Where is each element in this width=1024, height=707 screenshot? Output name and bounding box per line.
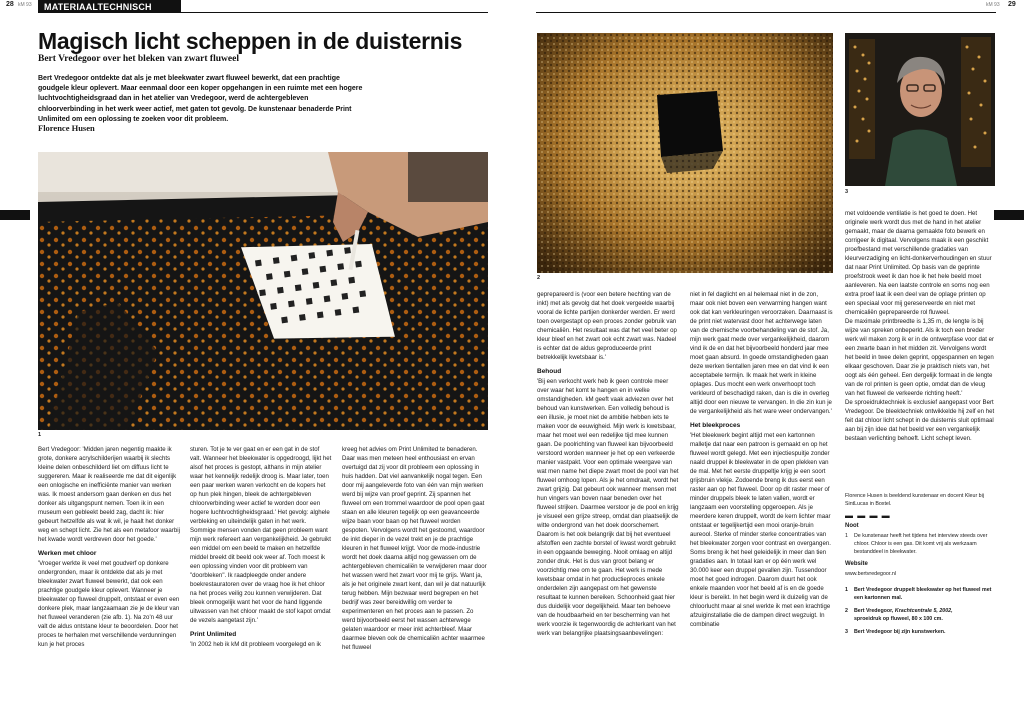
article-lead: Bert Vredegoor ontdekte dat als je met bleekwater zwart fluweel bewerkt, dat een prachtige goudgele kleur oplevert. Maar eenmaal door een koper opgehangen in een ruimte met een hogere luchtvochtigheidsgraad dan in het atelier van Vredegoor, werd de achtergebleven chloorverbinding in het werk weer actief, met gaten tot gevolg. De kunstenaar benaderde Print Unlimited om een oplossing te zoeken voor dit probleem. [38, 75, 363, 123]
photo-artist-bleaching [38, 152, 488, 430]
paragraph: niet in fel daglicht en al helemaal niet in de zon, maar ook niet boven een verwarming hangen want ook dat kan verkleuringen veroorzaken. Daarnaast is de print niet watervast door het achterwege laten van de chemische voorbehandeling van de stof. Ja, mijn werk gaat mede over vergankelijkheid, daarom vind ik de en dat het bijvoorbeeld honderd jaar mee moet gaan absurd. In goede omstandigheden gaan deze werken tientallen jaren mee en dat vind ik een acceptabele termijn. Ik maak het werk in kleine oplages. Dus mocht een werk onverhoopt toch verkleurd of beschadigd raken, dan is die in overleg altijd door een nieuwe te vervangen. In die zin kun je de vergankelijkheid als het ware weer ondervangen.' [690, 291, 833, 415]
photo-krachtcentrale-artwork [537, 33, 833, 273]
caption-text: Bert Vredegoor bij zijn kunstwerken. [853, 629, 946, 635]
right-issue: kM 93 [986, 2, 1000, 8]
paragraph: 'In 2002 heb ik kM dit probleem voorgelegd en ik [190, 641, 321, 648]
article-subtitle: Bert Vredegoor over het bleken van zwart fluweel [38, 54, 239, 64]
photo2-number: 2 [537, 275, 541, 281]
section-heading-bleekproces: Het bleekproces [690, 422, 741, 429]
caption-item [845, 586, 995, 602]
caption-item [845, 607, 995, 623]
paragraph: kreeg het advies om Print Unlimited te benaderen. Daar was men meteen heel enthousiast en ervan overtuigd dat zij voor dit probleem een oplossing in huis hadden. Dat viel aanvankelijk nogal tegen. Een door mij aangeleverde foto van één van mijn werken werd bij wijze van proef geprint. Zij spannen het fluweel om een trommel waardoor de pool open gaat staan en alle kleuren tegelijk op een geavanceerde wijze baan voor baan op het fluweel worden gespoten. Vervolgens wordt het gestoomd, waardoor de inkt dieper in de vezel trekt en je de prachtige kleuren in het fluweel krijgt. Voor de mode-industrie wordt het doek daarna altijd nog gewassen om de achtergebleven chemicaliën te verwijderen maar door het wassen werd het zwart voor mij te grijs. Want ja, als je het originele zwart kent, dan wil je dat natuurlijk terug hebben. Mijn bezwaar werd begrepen en het bedrijf was zeer bereidwillig om verder te experimenteren en het proces aan te passen. Zo werd bijvoorbeeld eerst het wassen achterwege gelaten waardoor er meer inkt achterbleef. Maar daarmee bleven ook de chemicaliën achter waarmee het fluweel [342, 446, 487, 651]
paragraph: 'Het bleekwerk begint altijd met een kartonnen malletje dat naar een patroon is gemaakt en op het fluweel wordt gelegd. Met een injectiespuitje zonder naald druppel ik bleekwater in de open plekken van de mal. Met het eerste druppeltje krijg je een soort grijsbruin vlekje. Zodoende breng ik dus eerst een raster aan op het fluweel. Door op dit raster meer of minder druppels bleek te laten vallen, wordt er langzaam een voorstelling opgeroepen. Als je meerdere keren druppelt, wordt de kern lichter maar ontstaat er tegelijkertijd een mooi oranje-bruin aureool. Sterke of minder sterke concentraties van het bleekwater zorgen voor contrast en overgangen. Soms breng ik het heel geleidelijk in meer dan tien gradaties aan. In totaal kan er op één werk wel 30.000 keer een druppel gevallen zijn. Tussendoor moet het goed indrogen. Daarom duurt het ook enkele maanden voor het beeld af is en de goede kleur is bereikt. In het begin werd ik duizelig van de chloorlucht maar al snel werkte ik met een krachtige afzuiginstallatie die de dampen direct wegzuigt. In combinatie [690, 432, 831, 628]
photo1-number: 1 [38, 432, 42, 438]
caption-number: 3 [845, 629, 848, 635]
photo-artist-portrait [845, 33, 995, 186]
caption-number: 2 [845, 608, 848, 614]
notes-section [845, 492, 995, 641]
photo3-number: 3 [845, 189, 849, 195]
paragraph: met voldoende ventilatie is het goed te doen. Het originele werk wordt dus met de hand in het atelier gemaakt, maar de daarna gemaakte foto bewerk en corrigeer ik digitaal. Vervolgens maak ik een geschikt proefbestand met verschillende gradaties van kleurverzadiging en licht-donkerverhoudingen en stuur dat naar Print Unlimited. Op basis van de geprinte proefstrook weet ik dan hoe ik het hele beeld moet aanleveren. Na een laatste controle en soms nog een extra proef laat ik een deel van de oplage printen op een speciaal voor mij gereserveerde en niet met chemicaliën geprepareerde rol fluweel. [845, 210, 992, 316]
author-bio: Florence Husen is beeldend kunstenaar en docent Kleur bij SintLucas in Boxtel. [845, 493, 984, 507]
paragraph: De sproeidruktechniek is exclusief aangepast voor Bert Vredegoor. De bleektechniek ontwikkelde hij zelf en het feit dat chloor licht schept in de duisternis sluit optimaal aan bij zijn idee dat het beeld ver een vergankelijk bestaan verlichting behoeft. Licht schept leven. [845, 399, 995, 442]
notes-heading: Noot [845, 523, 859, 529]
body-column-3 [342, 445, 488, 652]
right-page-number: 29 [1008, 1, 1016, 8]
paragraph: Bert Vredegoor: 'Midden jaren negentig maakte ik grote, donkere acrylschilderijen waarbij ik slechts kleine delen onbeschilderd liet om diffuus licht te suggereren. Maar ik realiseerde me dat dit eigenlijk een onlogische en inefficiënte manier van werken was. Ik moest andersom gaan denken en dus het donker als uitgangspunt nemen. Toen ik in een museum een gebleekt beeld zag, dacht ik: hier gebeurt hetzelfde als wat ik wil, je haalt het donker weg en schept licht. Zie het als een metafoor waarbij het kwade wordt verdreven door het goede.' [38, 446, 180, 543]
article-title: Magisch licht scheppen in de duisternis [38, 28, 463, 54]
caption-text: Bert Vredegoor druppelt bleekwater op het fluweel met een kartonnen mal. [853, 587, 992, 601]
body-column-5 [690, 290, 833, 629]
paragraph: sturen. Tot je te ver gaat en er een gat in de stof valt. Wanneer het bleekwater is opgedroogd, lijkt het alsof het proces is gestopt, althans in mijn atelier waar het kennelijk redelijk droog is. Maar later, toen een paar werken waren verkocht en de kopers het op hun plek hingen, bleek de achtergebleven chloorverbinding weer actief te worden door een hogere luchtvochtigheidsgraad.' Het gevolg: alghele verbleking en uiteindelijk gaten in het werk. [190, 446, 332, 525]
note-text: De kunstenaar heeft het tijdens het interview steeds over chloor. Chloor is een gas. Dit komt vrij als werkzaam bestanddeel in bleekwater. [853, 533, 988, 555]
left-header-rule [181, 12, 488, 13]
caption-item [845, 628, 995, 636]
section-heading-behoud: Behoud [537, 368, 562, 375]
paragraph: 'Vroeger werkte ik veel met goudverf op donkere ondergronden, maar ik ontdekte dat als je met bleekwater zwart fluweel bewerkt, dat ook een prachtige goudgele kleur oplevert. Wanneer je bleekwater op fluweel druppelt, ontstaat er even een donkere plek, maar langzaamaan zie je de kleur van het fluweel veranderen (zie afb. 1). Na zo'n 48 uur valt de aldus ontstane kleur te beoordelen. Door het proces te herhalen met verschillende verdunningen kun je het proces [38, 560, 180, 648]
website-label: Website [845, 561, 868, 567]
caption-number: 1 [845, 587, 848, 593]
body-column-4 [537, 290, 680, 638]
body-column-1 [38, 445, 180, 649]
paragraph: geprepareerd is (voor een betere hechting van de inkt) met als gevolg dat het doek vergeelde waarbij vooral de lichte partijen donkerder werden. Er werd toen overgestapt op een proces zonder gebruik van chemicaliën. Het resultaat was dat het veel beter op kleur bleef en het zwart ook echt zwart was. Nadeel is echter dat de aldus geproduceerde print betrekkelijk kwetsbaar is.' [537, 291, 677, 361]
note-item [845, 532, 995, 556]
left-issue: kM 93 [18, 2, 32, 8]
paragraph: De maximale printbreedte is 1,35 m, de lengte is bij wijze van spreken onbeperkt. Als ik toch een breder werk wil maken zorg ik er in de ontwerpfase voor dat er een zwarte baan in het midden zit. Vervolgens wordt het beeld in twee delen geprint, opgespannen en tegen elkaar geschoven. Daar zie je praktisch niets van, het oogt als één geheel. Een dergelijk formaat in de lengte van de rol printen is geen optie, omdat dan de vleug van het fluweel de verkeerde richting heeft.' [845, 318, 995, 397]
right-header-rule [536, 12, 996, 13]
article-author: Florence Husen [38, 123, 95, 133]
note-number: 1 [845, 533, 848, 539]
paragraph: Sommige mensen vonden dat geen probleem want mijn werk refereert aan vergankelijkheid. Je gebruikt een middel om een beeld te maken en hetzelfde middel breekt dit beeld ook weer af. Toch moest ik een oplossing vinden voor dit probleem van "doorbleken". Ik raadpleegde onder andere boekrestauratoren over de vraag hoe ik het chloor na het proces veilig zou kunnen verwijderen. Dat bleek onmogelijk want het voor de hand liggende uitwassen van het chloor maakt de stof kapot omdat de vezels aangetast zijn.' [190, 527, 331, 624]
caption-part: sproeidruk op fluweel, 80 x 100 cm. [853, 616, 943, 622]
divider: ▬ ▬ ▬ ▬ [845, 511, 891, 520]
body-column-2 [190, 445, 332, 649]
category-label: MATERIAALTECHNISCH [38, 0, 181, 13]
section-heading-chloor: Werken met chloor [38, 550, 97, 557]
right-edge-tab [994, 210, 1024, 220]
caption-part: Bert Vredegoor, [853, 608, 895, 614]
left-page-number: 28 [6, 1, 14, 8]
caption-text [854, 607, 953, 623]
paragraph: 'Bij een verkocht werk heb ik geen controle meer over waar het komt te hangen en in welke omstandigheden. kM geeft vaak adviezen over het behoud van kunstwerken. Een volledig behoud is een illusie, je moet niet de ambitie hebben iets te maken voor de eeuwigheid. Mijn werk is kwetsbaar, maar het moet wel een redelijke tijd mee kunnen gaan. De poolrichting van fluweel kan bijvoorbeeld verstoord worden wanneer je het op een verkeerde manier vastpakt. Voor een optimale weergave van wat men name het diepe zwart moet de pool van het fluweel omhoog lopen. Als je het omdraait, wordt het zwart grijzig. Dat gebeurt ook wanneer mensen met hun vingers van boven naar beneden over het fluweel strijken. Daarmee verstoor je de pool en krijg je visueel een grijze streep, omdat dan plaatselijk de witte ondergrond van het doek doorschemert. Daarom is het ook belangrijk dat bij het eventueel afstoffen een zachte borstel of kwast wordt gebruikt in een opgaande beweging. Nooit omlaag en altijd zonder druk. Het is dus van groot belang er voorzichtig mee om te gaan. Het werk is mede kwetsbaar omdat in het productieproces enkele onderdelen zijn aangepast om het gewenste resultaat te kunnen bereiken. Schoonheid gaat hier dus duidelijk voor degelijkheid. Maar ten behoeve van de houdbaarheid en ter bescherming van het werk voorzie ik tegenwoordig de achterkant van het werk van belangrijke plaatsingsaanbevelingen: [537, 378, 679, 637]
website-link[interactable]: www.bertvredegoor.nl [845, 571, 896, 577]
section-heading-print-unlimited: Print Unlimited [190, 631, 237, 638]
body-column-6 [845, 209, 995, 443]
caption-work-title: Krachtcentrale 5, 2002, [894, 608, 953, 614]
left-edge-tab [0, 210, 30, 220]
